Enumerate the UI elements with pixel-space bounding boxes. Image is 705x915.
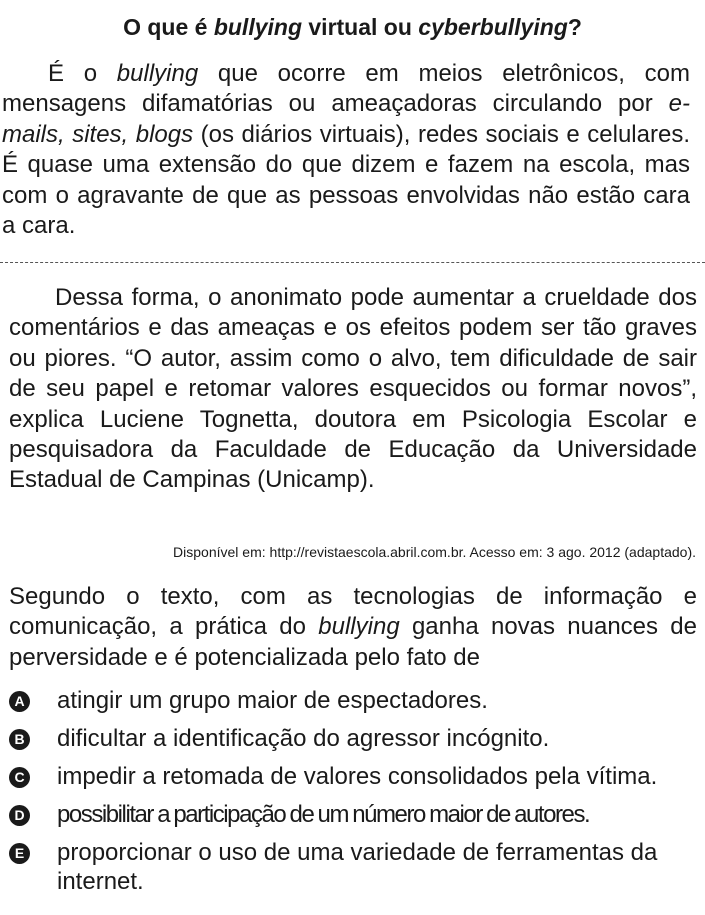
question-title — [0, 12, 705, 42]
option-e-text: proporcionar o uso de uma variedade de ferramentas da internet. — [57, 839, 658, 895]
option-c-letter-badge: C — [9, 767, 30, 788]
option-b-text: dificultar a identificação do agressor incógnito. — [57, 725, 550, 752]
paragraph-1-text-2: bullying — [116, 60, 199, 87]
option-c-text: impedir a retomada de valores consolidados pela vítima. — [57, 763, 658, 790]
option-e[interactable] — [9, 838, 699, 896]
option-b[interactable] — [9, 724, 699, 762]
answer-options — [9, 686, 699, 896]
prompt-text-1: Segundo o texto, com as tecnologias de informação e comunicação, a prática do — [9, 583, 697, 641]
paragraph-1-text-4: e-mails, sites, blogs — [2, 90, 690, 148]
prompt-text-2: bullying — [318, 613, 400, 641]
option-d[interactable] — [9, 800, 699, 838]
option-d-letter-badge: D — [9, 805, 30, 826]
option-a[interactable] — [9, 686, 699, 724]
option-c[interactable] — [9, 762, 699, 800]
paragraph-1 — [2, 59, 690, 241]
question-prompt — [9, 582, 697, 673]
option-b-letter-badge: B — [9, 729, 30, 750]
option-d-text: possibilitar a participação de um número maior de autores. — [57, 801, 590, 828]
option-e-letter-badge: E — [9, 843, 30, 864]
option-a-letter-badge: A — [9, 691, 30, 712]
title-text-5: ? — [567, 14, 582, 40]
title-text-4: cyberbullying — [418, 14, 568, 40]
option-a-text: atingir um grupo maior de espectadores. — [57, 687, 488, 714]
paragraph-2 — [9, 283, 697, 496]
dashed-divider — [0, 262, 705, 263]
paragraph-2-text: Dessa forma, o anonimato pode aumentar a crueldade dos comentários e das ameaças e os efeitos podem ser tão graves ou piores. “O autor, assim como o alvo, tem dificuldade de sair de seu papel e retomar valores esquecidos ou formar novos”, explica Luciene Tognetta, doutora em Psicologia Escolar e pesquisadora da Faculdade de Educação da Universidade Estadual de Campinas (Unicamp). — [9, 284, 697, 494]
prompt-text-3: ganha novas nuances de perversidade e é potencializada pelo fato de — [9, 613, 698, 671]
paragraph-1-text-1: É o — [48, 60, 117, 87]
paragraph-1-text-5: (os diários virtuais), redes sociais e celulares. É quase uma extensão do que dizem e fazem na escola, mas com o agravante de que as pessoas envolvidas não estão cara a cara. — [2, 120, 690, 240]
source-citation: Disponível em: http://revistaescola.abril.com.br. Acesso em: 3 ago. 2012 (adaptado). — [173, 544, 696, 560]
paragraph-1-text-3: que ocorre em meios eletrônicos, com mensagens difamatórias ou ameaçadoras circulando por — [2, 60, 690, 118]
title-text-3: virtual ou — [302, 14, 419, 40]
title-text-2: bullying — [213, 14, 302, 40]
title-text-1: O que é — [123, 14, 214, 40]
